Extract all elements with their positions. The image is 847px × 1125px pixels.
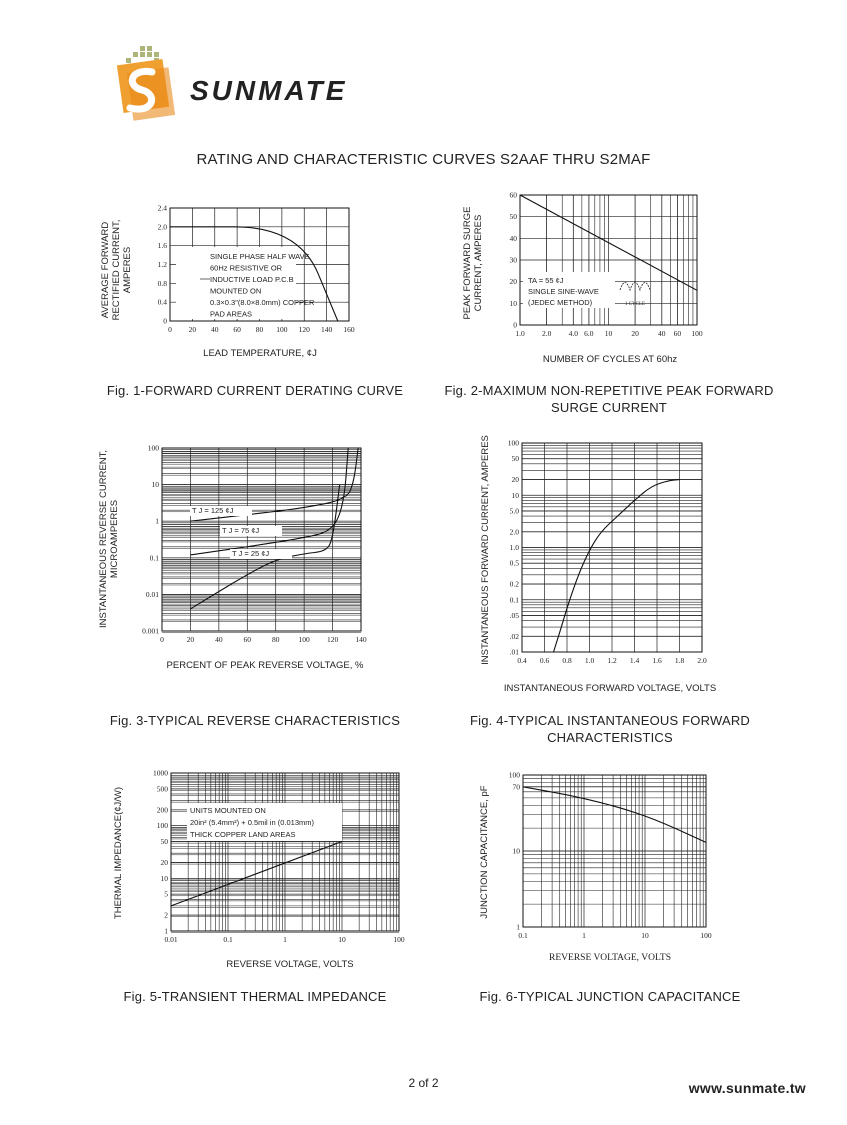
y-tick-label: 0.1 xyxy=(149,553,159,563)
x-tick-label: 0.8 xyxy=(562,656,572,665)
y-tick-label: 0.01 xyxy=(145,589,159,599)
x-tick-label: 1 xyxy=(283,935,287,944)
x-tick-label: 0.6 xyxy=(539,656,550,665)
x-tick-label: 0 xyxy=(160,635,164,644)
y-tick-label: 50 xyxy=(509,212,517,222)
chart5-xlabel: REVERSE VOLTAGE, VOLTS xyxy=(226,959,354,970)
x-tick-label: 0 xyxy=(168,325,172,334)
chart2-ylabel: PEAK FORWARD SURGE CURRENT, AMPERES xyxy=(462,206,484,320)
grid xyxy=(523,775,706,927)
chart6-caption: Fig. 6-TYPICAL JUNCTION CAPACITANCE xyxy=(479,989,741,1004)
annotation-text: INDUCTIVE LOAD P.C.B xyxy=(210,275,294,284)
y-tick-label: 2 xyxy=(164,910,168,920)
chart3-caption: Fig. 3-TYPICAL REVERSE CHARACTERISTICS xyxy=(109,713,401,728)
chart2-caption: Fig. 2-MAXIMUM NON-REPETITIVE PEAK FORWARD SURGE CURRENT xyxy=(444,383,774,415)
x-tick-label: 20 xyxy=(188,325,197,334)
x-tick-label: 60 xyxy=(233,325,241,334)
x-tick-label: 20 xyxy=(186,635,195,644)
grid xyxy=(522,443,702,652)
x-tick-label: 0.4 xyxy=(517,656,527,665)
x-tick-label: 1.2 xyxy=(607,656,617,665)
y-tick-label: 0.1 xyxy=(509,595,519,605)
x-tick-label: 20 xyxy=(631,329,639,338)
x-tick-label: 160 xyxy=(343,325,355,334)
y-tick-label: 1.6 xyxy=(157,241,167,251)
chart6-ylabel: JUNCTION CAPACITANCE, pF xyxy=(479,785,490,919)
y-tick-label: 0 xyxy=(163,316,167,326)
y-tick-label: 1.0 xyxy=(509,543,519,552)
y-tick-label: 50 xyxy=(160,837,168,847)
chart-instantaneous-forward xyxy=(495,435,720,670)
x-tick-label: 40 xyxy=(658,329,666,338)
annotation-text: MOUNTED ON xyxy=(210,286,262,296)
y-tick-label: 10 xyxy=(151,480,159,490)
y-tick-label: 0 xyxy=(513,320,517,330)
y-tick-label: 1 xyxy=(155,516,159,526)
x-tick-label: 0.1 xyxy=(223,935,233,944)
chart1-ylabel: AVERAGE FORWARD RECTIFIED CURRENT, AMPERES xyxy=(100,219,133,321)
x-tick-label: 100 xyxy=(276,325,288,334)
annotation-text: SINGLE PHASE HALF WAVE xyxy=(210,252,310,261)
series-line-0 xyxy=(171,842,342,906)
x-tick-label: 120 xyxy=(326,635,339,644)
x-tick-label: 1.4 xyxy=(629,656,640,665)
legend-label: T J = 125 ¢J xyxy=(192,506,234,515)
annotation-text: TA = 55 ¢J xyxy=(528,276,564,285)
y-tick-label: 10 xyxy=(509,298,517,308)
legend-label: T J = 25 ¢J xyxy=(232,549,270,558)
chart3-xlabel: PERCENT OF PEAK REVERSE VOLTAGE, % xyxy=(166,660,364,671)
x-tick-label: 120 xyxy=(298,325,310,334)
y-tick-label: 0.5 xyxy=(509,558,519,568)
y-tick-label: 2.4 xyxy=(157,203,167,213)
y-tick-label: 1000 xyxy=(153,768,168,778)
y-tick-label: 0.4 xyxy=(157,297,167,307)
annotation-text: (JEDEC METHOD) xyxy=(528,298,593,307)
chart4-caption: Fig. 4-TYPICAL INSTANTANEOUS FORWARD CHARACTERISTICS xyxy=(470,713,750,745)
chart-junction-capacitance xyxy=(495,765,720,945)
x-tick-label: 60 xyxy=(243,635,252,644)
y-tick-label: 40 xyxy=(509,233,517,243)
y-tick-label: .02 xyxy=(509,631,519,641)
chart5-caption: Fig. 5-TRANSIENT THERMAL IMPEDANCE xyxy=(123,989,387,1004)
x-tick-label: 1.6 xyxy=(652,656,662,665)
x-tick-label: 10 xyxy=(641,931,649,940)
page-title: RATING AND CHARACTERISTIC CURVES S2AAF THRU S2MAF xyxy=(196,151,651,168)
y-tick-label: 0.001 xyxy=(142,626,159,636)
y-tick-label: 5 xyxy=(164,889,168,899)
page-number: 2 of 2 xyxy=(408,1076,439,1090)
annotation-text: 20in² (5.4mm²) + 0.5mil in (0.013mm) xyxy=(190,818,314,827)
x-tick-label: 1.0 xyxy=(584,656,595,665)
legend-label: T J = 75 ¢J xyxy=(222,526,260,535)
annotation-text: PAD AREAS xyxy=(210,309,252,319)
y-tick-label: 30 xyxy=(509,255,517,265)
annotation-text: 60Hz RESISTIVE OR xyxy=(210,263,283,273)
chart1-caption: Fig. 1-FORWARD CURRENT DERATING CURVE xyxy=(106,383,404,398)
y-tick-label: 70 xyxy=(512,782,520,792)
x-tick-label: 1.0 xyxy=(515,329,525,338)
y-tick-label: .05 xyxy=(509,610,519,620)
y-tick-label: 0.8 xyxy=(157,278,167,288)
y-tick-label: 1.2 xyxy=(157,260,167,269)
y-tick-label: 100 xyxy=(147,443,159,453)
y-tick-label: 200 xyxy=(156,805,168,815)
x-tick-label: 100 xyxy=(700,931,712,940)
x-tick-label: 100 xyxy=(298,635,310,644)
y-tick-label: .01 xyxy=(509,647,519,657)
chart3-ylabel: INSTANTANEOUS REVERSE CURRENT, MICROAMPERES xyxy=(98,449,120,629)
grid xyxy=(171,773,399,933)
x-tick-label: 80 xyxy=(271,635,280,644)
x-tick-label: 60 xyxy=(673,329,682,338)
y-tick-label: 500 xyxy=(156,784,168,794)
y-tick-label: 20 xyxy=(511,475,519,485)
x-tick-label: 100 xyxy=(691,329,703,338)
x-tick-label: 6.0 xyxy=(584,329,594,338)
chart4-ylabel: INSTANTANEOUS FORWARD CURRENT, AMPERES xyxy=(480,435,491,665)
x-tick-label: 1.8 xyxy=(674,656,685,665)
x-tick-label: 10 xyxy=(338,935,346,944)
sunmate-logo-icon xyxy=(100,44,190,124)
y-tick-label: 0.2 xyxy=(509,579,519,589)
x-tick-label: 40 xyxy=(215,635,223,644)
y-tick-label: 2.0 xyxy=(157,222,167,232)
x-tick-label: 2.0 xyxy=(541,329,552,338)
chart2-xlabel: NUMBER OF CYCLES AT 60hz xyxy=(542,354,678,365)
y-tick-label: 10 xyxy=(511,490,519,500)
annotation-text: SINGLE SINE-WAVE xyxy=(528,287,599,296)
chart1-xlabel: LEAD TEMPERATURE, ¢J xyxy=(203,348,317,359)
y-tick-label: 2.0 xyxy=(509,527,519,537)
y-tick-label: 10 xyxy=(512,846,520,856)
x-tick-label: 2.0 xyxy=(697,656,707,665)
x-tick-label: 40 xyxy=(211,325,219,334)
annotation-text: UNITS MOUNTED ON xyxy=(190,806,266,815)
y-tick-label: 1 xyxy=(164,926,168,936)
annotation-text: THICK COPPER LAND AREAS xyxy=(190,830,296,839)
annotation-text: 1 CYCLE xyxy=(624,302,646,307)
y-tick-label: 1 xyxy=(516,922,520,932)
y-tick-label: 20 xyxy=(509,277,517,287)
y-tick-label: 100 xyxy=(508,770,520,780)
x-tick-label: 0.01 xyxy=(164,935,178,944)
x-tick-label: 100 xyxy=(393,935,405,944)
chart5-ylabel: THERMAL IMPEDANCE(¢J/W) xyxy=(113,786,124,920)
chart-thermal-impedance xyxy=(140,765,415,950)
x-tick-label: 140 xyxy=(321,325,333,334)
annotation-text: 0.3×0.3"(8.0×8.0mm) COPPER xyxy=(210,298,315,307)
x-tick-label: 140 xyxy=(355,635,367,644)
y-tick-label: 100 xyxy=(507,438,519,448)
x-tick-label: 0.1 xyxy=(518,931,528,940)
y-tick-label: 5.0 xyxy=(509,506,519,516)
chart6-xlabel: REVERSE VOLTAGE, VOLTS xyxy=(549,953,671,963)
brand-name: SUNMATE xyxy=(190,75,348,106)
website-link[interactable]: www.sunmate.tw xyxy=(688,1080,806,1096)
chart4-xlabel: INSTANTANEOUS FORWARD VOLTAGE, VOLTS xyxy=(503,683,717,694)
y-tick-label: 10 xyxy=(160,873,168,883)
y-tick-label: 60 xyxy=(509,190,517,200)
x-tick-label: 80 xyxy=(255,325,264,334)
series-line-0 xyxy=(554,480,680,652)
chart-reverse-characteristics xyxy=(130,438,380,653)
y-tick-label: 100 xyxy=(156,821,168,831)
chart-peak-forward-surge xyxy=(495,190,715,350)
y-tick-label: 50 xyxy=(511,454,519,464)
chart-forward-current-derating xyxy=(100,195,400,345)
x-tick-label: 4.0 xyxy=(568,329,578,338)
x-tick-label: 1 xyxy=(582,931,586,940)
y-tick-label: 20 xyxy=(160,857,168,867)
x-tick-label: 10 xyxy=(604,329,613,338)
